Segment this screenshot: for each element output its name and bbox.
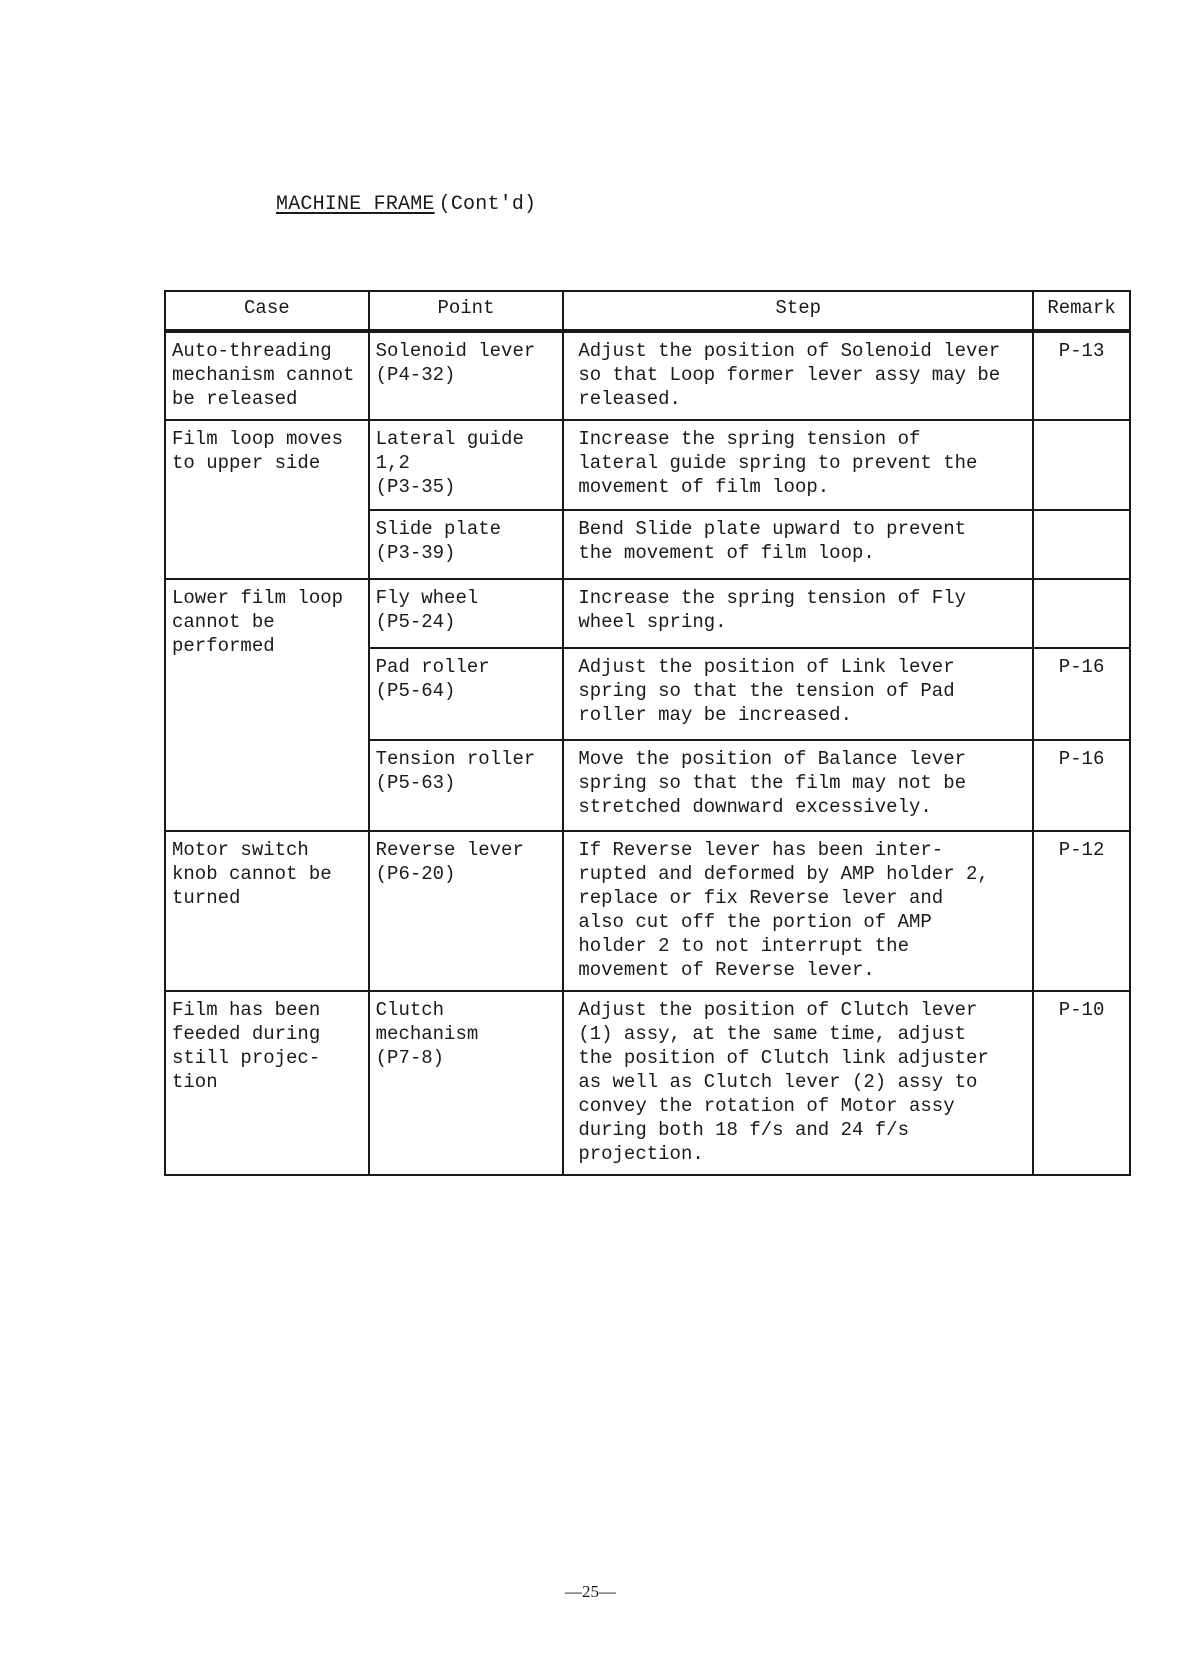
step-text: Move the position of Balance lever spring so that the film may not be stretched downward excessively. bbox=[578, 748, 966, 818]
step-text: If Reverse lever has been inter- rupted and deformed by AMP holder 2, replace or fix Reverse lever and also cut off the portion of AMP holder 2 to not interrupt the movement of Reverse lever. bbox=[578, 839, 989, 981]
case-cell bbox=[165, 991, 369, 1175]
step-text: Bend Slide plate upward to prevent the movement of film loop. bbox=[578, 518, 966, 564]
table-row bbox=[165, 420, 1130, 510]
remark-text: P-10 bbox=[1058, 999, 1105, 1021]
troubleshooting-table bbox=[164, 290, 1131, 1176]
point-cell bbox=[369, 831, 564, 991]
step-cell bbox=[563, 579, 1033, 648]
remark-text: P-13 bbox=[1058, 340, 1105, 362]
point-text: Lateral guide 1,2 (P3-35) bbox=[375, 428, 524, 498]
remark-cell bbox=[1033, 510, 1130, 579]
point-text: Solenoid lever (P4-32) bbox=[375, 340, 536, 386]
remark-cell bbox=[1033, 579, 1130, 648]
column-header-remark: Remark bbox=[1033, 291, 1130, 331]
point-cell bbox=[369, 991, 564, 1175]
step-cell bbox=[563, 420, 1033, 510]
point-text: Clutch mechanism (P7-8) bbox=[375, 999, 479, 1069]
point-cell bbox=[369, 648, 564, 740]
step-text: Adjust the position of Clutch lever (1) assy, at the same time, adjust the position of Clutch link adjuster as well as Clutch lever (2) assy to convey the rotation of Motor assy during both 18 f/s and 24 f/s projection. bbox=[578, 999, 989, 1165]
case-text: Film has been feeded during still projec- tion bbox=[172, 999, 321, 1093]
point-text: Tension roller (P5-63) bbox=[375, 748, 536, 794]
case-text: Film loop moves to upper side bbox=[172, 428, 344, 474]
case-cell bbox=[165, 831, 369, 991]
table-row bbox=[165, 991, 1130, 1175]
table-header-row bbox=[165, 291, 1130, 331]
section-subtitle: (Cont'd) bbox=[438, 193, 537, 216]
table-row bbox=[165, 331, 1130, 420]
table-row bbox=[165, 579, 1130, 648]
point-cell bbox=[369, 331, 564, 420]
step-cell bbox=[563, 648, 1033, 740]
remark-cell bbox=[1033, 331, 1130, 420]
step-text: Increase the spring tension of lateral guide spring to prevent the movement of film loop. bbox=[578, 428, 978, 498]
point-text: Slide plate (P3-39) bbox=[375, 518, 502, 564]
point-cell bbox=[369, 510, 564, 579]
step-cell bbox=[563, 331, 1033, 420]
case-cell bbox=[165, 331, 369, 420]
step-text: Increase the spring tension of Fly wheel spring. bbox=[578, 587, 966, 633]
remark-text: P-16 bbox=[1058, 748, 1105, 770]
column-header-step: Step bbox=[563, 291, 1033, 331]
case-cell bbox=[165, 579, 369, 831]
remark-cell bbox=[1033, 648, 1130, 740]
point-text: Fly wheel (P5-24) bbox=[375, 587, 479, 633]
case-cell bbox=[165, 420, 369, 579]
case-text: Lower film loop cannot be performed bbox=[172, 587, 344, 657]
column-header-point: Point bbox=[369, 291, 564, 331]
point-text: Reverse lever (P6-20) bbox=[375, 839, 524, 885]
step-cell bbox=[563, 991, 1033, 1175]
section-title: MACHINE FRAME bbox=[276, 193, 435, 216]
step-cell bbox=[563, 740, 1033, 831]
remark-cell bbox=[1033, 831, 1130, 991]
step-cell bbox=[563, 831, 1033, 991]
step-text: Adjust the position of Solenoid lever so that Loop former lever assy may be released. bbox=[578, 340, 1001, 410]
column-header-case: Case bbox=[165, 291, 369, 331]
case-text: Motor switch knob cannot be turned bbox=[172, 839, 332, 909]
step-cell bbox=[563, 510, 1033, 579]
point-cell bbox=[369, 579, 564, 648]
case-text: Auto-threading mechanism cannot be released bbox=[172, 340, 355, 410]
point-cell bbox=[369, 740, 564, 831]
page-heading bbox=[276, 193, 536, 216]
page-number: —25— bbox=[565, 1582, 616, 1601]
remark-text: P-16 bbox=[1058, 656, 1105, 678]
remark-cell bbox=[1033, 740, 1130, 831]
remark-cell bbox=[1033, 420, 1130, 510]
point-cell bbox=[369, 420, 564, 510]
step-text: Adjust the position of Link lever spring so that the tension of Pad roller may be increased. bbox=[578, 656, 955, 726]
remark-cell bbox=[1033, 991, 1130, 1175]
point-text: Pad roller (P5-64) bbox=[375, 656, 490, 702]
table-row bbox=[165, 831, 1130, 991]
remark-text: P-12 bbox=[1058, 839, 1105, 861]
